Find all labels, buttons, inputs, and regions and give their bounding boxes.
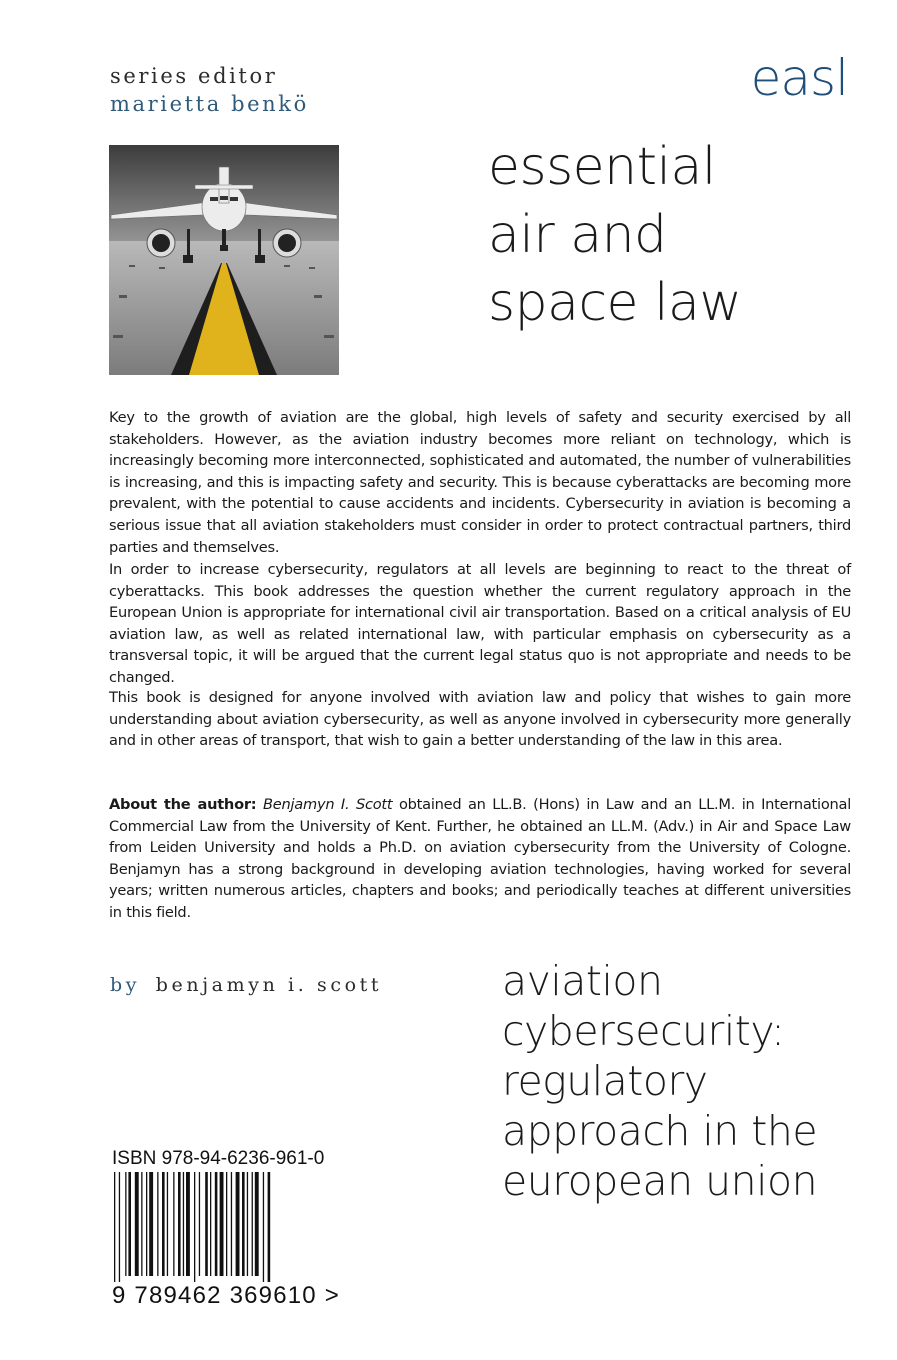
barcode-bar (242, 1172, 245, 1276)
description-paragraph: This book is designed for anyone involved with aviation law and policy that wishes to gain more understanding about aviation cybersecurity, as well as anyone involved in cybersecurity more generally and in other areas of transport, that wish to gain a better understanding of the law in this area. (109, 689, 851, 750)
series-title (488, 133, 741, 337)
barcode-digits: 9 789462 369610 > (112, 1282, 340, 1309)
series-title-line: essential (488, 137, 716, 197)
book-title-line: approach in the (502, 1107, 818, 1155)
series-editor-name: marietta benkö (110, 92, 309, 116)
book-title-line: european union (502, 1157, 818, 1205)
barcode-bar (226, 1172, 227, 1276)
barcode-bar (199, 1172, 200, 1276)
book-title (502, 956, 817, 1206)
about-text: obtained an LL.B. (Hons) in Law and an LL.M. in International Commercial Law from the University of Kent. Further, he obtained an LL.M. (Adv.) in Air and Space Law from Leiden University and holds a Ph.D. on aviation cybersecurity from the University of Cologne. Benjamyn has a strong background in developing aviation technologies, having worked for several years; written numerous articles, chapters and books; and periodically teaches at different universities in this field. (109, 796, 852, 921)
barcode-bar (135, 1172, 139, 1276)
barcode-bar (128, 1172, 131, 1276)
description-paragraph: Key to the growth of aviation are the global, high levels of safety and security exercised by all stakeholders. However, as the aviation industry becomes more reliant on technology, which is increasingly becoming more interconnected, sophisticated and automated, the number of vulnerabilities is increasing, and this is impacting safety and security. This is because cyberattacks are becoming more prevalent, with the potential to cause accidents and incidents. Cybersecurity in aviation is becoming a serious issue that all aviation stakeholders must consider in order to protect contractual partners, third parties and themselves. (109, 409, 851, 556)
barcode-bar (220, 1172, 224, 1276)
barcode (112, 1172, 308, 1282)
series-editor-label: series editor (110, 64, 278, 88)
barcode-bar (162, 1172, 165, 1276)
isbn-label: ISBN 978-94-6236-961-0 (112, 1148, 325, 1169)
barcode-bar (119, 1172, 120, 1282)
book-title-line: regulatory (502, 1057, 708, 1105)
series-title-line: air and (488, 205, 667, 265)
byline (110, 974, 382, 996)
description-paragraph: In order to increase cybersecurity, regulators at all levels are beginning to react to the threat of cyberattacks. This book addresses the question whether the current regulatory approach in the European Union is appropriate for international civil air transportation. Based on a critical analysis of EU aviation law, as well as related international law, with particular emphasis on cybersecurity as a transversal topic, it will be argued that the current legal status quo is not appropriate and needs to be changed. (109, 561, 851, 686)
barcode-bar (149, 1172, 153, 1276)
barcode-bar (157, 1172, 158, 1276)
byline-by: by (110, 974, 141, 996)
barcode-bar (125, 1172, 126, 1276)
byline-author: benjamyn i. scott (155, 974, 383, 996)
barcode-bar (255, 1172, 259, 1276)
barcode-bar (215, 1172, 218, 1276)
barcode-bar (205, 1172, 208, 1276)
about-the-author (109, 794, 851, 924)
logo-text: easl (750, 49, 848, 107)
series-title-line: space law (488, 273, 742, 333)
book-title-line: cybersecurity: (502, 1007, 785, 1055)
barcode-bar (231, 1172, 232, 1276)
barcode-bar (263, 1172, 264, 1282)
barcode-bar (178, 1172, 181, 1276)
cover-photo-airplane (109, 145, 339, 375)
barcode-bar (247, 1172, 248, 1276)
barcode-bar (186, 1172, 190, 1276)
author-name: Benjamyn I. Scott (263, 796, 393, 813)
barcode-bar (236, 1172, 240, 1276)
easl-logo (748, 46, 848, 110)
barcode-bar (146, 1172, 147, 1276)
barcode-bar (194, 1172, 195, 1282)
barcode-bar (252, 1172, 253, 1276)
about-label: About the author: (109, 796, 257, 813)
barcode-bar (141, 1172, 142, 1276)
barcode-bar (173, 1172, 174, 1276)
barcode-bar (167, 1172, 168, 1276)
barcode-bar (183, 1172, 184, 1276)
barcode-bar (268, 1172, 271, 1282)
barcode-bar (114, 1172, 115, 1282)
book-title-line: aviation (502, 957, 663, 1005)
barcode-bar (210, 1172, 211, 1276)
